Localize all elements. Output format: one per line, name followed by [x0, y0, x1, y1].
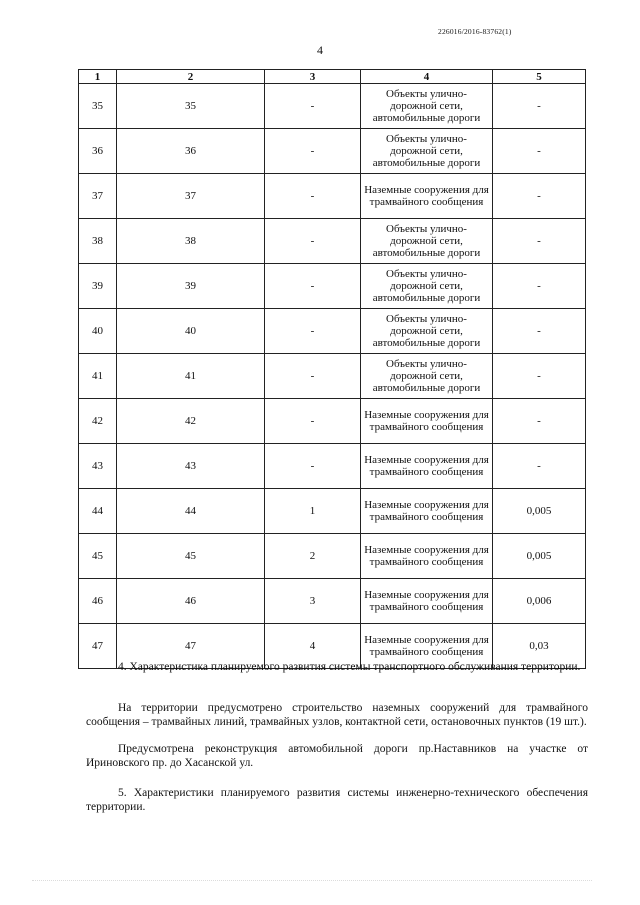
header-cell: 3: [265, 70, 361, 84]
table-row: [79, 579, 586, 624]
table-cell-c1: 36: [79, 129, 117, 174]
table-cell-c1: 44: [79, 489, 117, 534]
table-cell-c1: 39: [79, 264, 117, 309]
table-cell-c4: Объекты улично-дорожной сети, автомобильные дороги: [361, 129, 493, 174]
table-cell-c2: 39: [117, 264, 265, 309]
table-cell-c4: Объекты улично-дорожной сети, автомобильные дороги: [361, 219, 493, 264]
table-cell-c1: 47: [79, 624, 117, 669]
table-header-row: [79, 70, 586, 84]
table-cell-c5: -: [493, 264, 586, 309]
table-cell-c4: Объекты улично-дорожной сети, автомобильные дороги: [361, 354, 493, 399]
table-row: [79, 309, 586, 354]
table-cell-c3: 1: [265, 489, 361, 534]
table-cell-c3: -: [265, 354, 361, 399]
table-cell-c4: Объекты улично-дорожной сети, автомобильные дороги: [361, 309, 493, 354]
header-cell: 4: [361, 70, 493, 84]
table-cell-c5: -: [493, 174, 586, 219]
table-cell-c1: 46: [79, 579, 117, 624]
table-cell-c1: 37: [79, 174, 117, 219]
table-row: [79, 84, 586, 129]
table-row: [79, 264, 586, 309]
table-cell-c3: -: [265, 309, 361, 354]
table-cell-c1: 40: [79, 309, 117, 354]
table-cell-c4: Наземные сооружения для трамвайного сообщения: [361, 489, 493, 534]
table-cell-c3: -: [265, 84, 361, 129]
table-body: [79, 84, 586, 669]
paragraph-tram-construction: На территории предусмотрено строительство наземных сооружений для трамвайного сообщения – трамвайных линий, трамвайных узлов, контактной сети, остановочных пунктов (19 шт.).: [86, 702, 588, 728]
table-cell-c4: Наземные сооружения для трамвайного сообщения: [361, 399, 493, 444]
paragraph-road-reconstruction: Предусмотрена реконструкция автомобильной дороги пр.Наставников на участке от Ириновского пр. до Хасанской ул.: [86, 743, 588, 769]
table-cell-c3: -: [265, 399, 361, 444]
table-row: [79, 534, 586, 579]
table-cell-c3: -: [265, 219, 361, 264]
table-cell-c2: 43: [117, 444, 265, 489]
header-cell: 2: [117, 70, 265, 84]
table-cell-c5: 0,006: [493, 579, 586, 624]
table-cell-c5: -: [493, 354, 586, 399]
table-cell-c5: 0,005: [493, 534, 586, 579]
table-cell-c2: 46: [117, 579, 265, 624]
table-cell-c2: 35: [117, 84, 265, 129]
table-cell-c5: -: [493, 129, 586, 174]
section-heading-transport: 4. Характеристика планируемого развития системы транспортного обслуживания территории.: [118, 661, 581, 673]
header-cell: 1: [79, 70, 117, 84]
registry-table: [78, 69, 586, 669]
table-cell-c1: 42: [79, 399, 117, 444]
table-cell-c5: -: [493, 84, 586, 129]
table-row: [79, 219, 586, 264]
table-cell-c5: 0,005: [493, 489, 586, 534]
table-cell-c2: 47: [117, 624, 265, 669]
table-row: [79, 129, 586, 174]
table-cell-c3: -: [265, 129, 361, 174]
table-cell-c3: 2: [265, 534, 361, 579]
table-cell-c3: -: [265, 444, 361, 489]
table-cell-c2: 36: [117, 129, 265, 174]
section-heading-engineering: 5. Характеристики планируемого развития системы инженерно-технического обеспечения территории.: [86, 787, 588, 813]
table-cell-c1: 38: [79, 219, 117, 264]
table-row: [79, 354, 586, 399]
table-cell-c3: 4: [265, 624, 361, 669]
table-cell-c2: 37: [117, 174, 265, 219]
table-cell-c2: 44: [117, 489, 265, 534]
table-cell-c5: 0,03: [493, 624, 586, 669]
table-cell-c4: Объекты улично-дорожной сети, автомобильные дороги: [361, 264, 493, 309]
table-cell-c2: 45: [117, 534, 265, 579]
table-cell-c1: 35: [79, 84, 117, 129]
table-row: [79, 399, 586, 444]
table-cell-c4: Объекты улично-дорожной сети, автомобильные дороги: [361, 84, 493, 129]
table-cell-c3: -: [265, 264, 361, 309]
table-cell-c5: -: [493, 444, 586, 489]
document-id: 226016/2016-83762(1): [438, 27, 512, 36]
header-cell: 5: [493, 70, 586, 84]
scan-artifact-line: [32, 880, 592, 882]
table-cell-c5: -: [493, 399, 586, 444]
table-cell-c4: Наземные сооружения для трамвайного сообщения: [361, 579, 493, 624]
table-cell-c3: 3: [265, 579, 361, 624]
table-cell-c4: Наземные сооружения для трамвайного сообщения: [361, 444, 493, 489]
table-cell-c2: 38: [117, 219, 265, 264]
table-cell-c4: Наземные сооружения для трамвайного сообщения: [361, 534, 493, 579]
table-row: [79, 489, 586, 534]
table-cell-c2: 42: [117, 399, 265, 444]
table-row: [79, 444, 586, 489]
table-cell-c3: -: [265, 174, 361, 219]
table-row: [79, 174, 586, 219]
table-cell-c5: -: [493, 219, 586, 264]
page-number: 4: [317, 43, 323, 57]
table-cell-c1: 41: [79, 354, 117, 399]
table-cell-c4: Наземные сооружения для трамвайного сообщения: [361, 174, 493, 219]
table-cell-c4: Наземные сооружения для трамвайного сообщения: [361, 624, 493, 669]
table-cell-c2: 41: [117, 354, 265, 399]
table-cell-c1: 43: [79, 444, 117, 489]
table-cell-c2: 40: [117, 309, 265, 354]
table-cell-c5: -: [493, 309, 586, 354]
table-cell-c1: 45: [79, 534, 117, 579]
